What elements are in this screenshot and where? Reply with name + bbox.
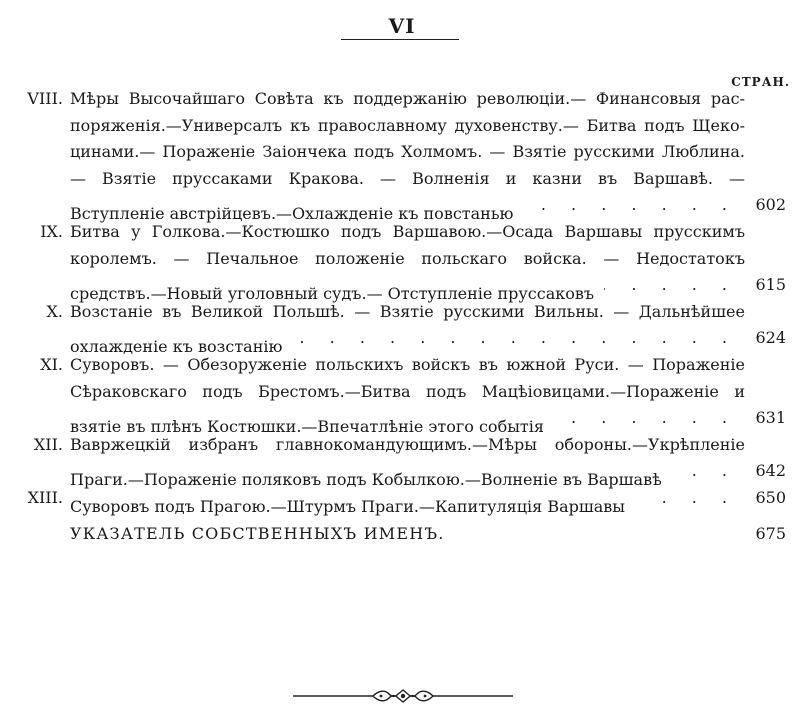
chapter-numeral: XI. [40, 354, 63, 374]
entry-line: поряженія.—Универсалъ къ православному духовенству.— Битва подъ Щеко- [70, 115, 745, 135]
entry-last-line [70, 192, 745, 223]
page-number: 624 [755, 328, 786, 348]
entry-line: Возстаніе въ Великой Польшѣ. — Взятіе русскими Вильны. — Дальнѣйшее [70, 301, 745, 321]
page-number: 650 [755, 487, 786, 507]
entry-line: Суворовъ подъ Прагою.—Штурмъ Праги.—Капитуляція Варшавы [70, 496, 626, 516]
entry-line: Праги.—Пораженіе поляковъ подъ Кобылкою.—Волненіе въ Варшавѣ [70, 469, 662, 489]
toc-entry-xi [0, 352, 804, 436]
entry-line: взятіе въ плѣнъ Костюшки.—Впечатлѣніе этого событія [70, 416, 544, 436]
entry-line: цинами.— Пораженіе Заіончека подъ Холмомъ. — Взятіе русскими Люблина. [70, 142, 745, 162]
entry-line: Вавржецкій избранъ главнокомандующимъ.—Мѣры обороны.—Укрѣпленіе [70, 434, 745, 454]
toc-entry-xii [0, 432, 804, 489]
entry-line: охлажденіе къ возстанію [70, 336, 283, 356]
page-number: 602 [755, 195, 786, 215]
dot-leader [672, 458, 737, 485]
entry-line: Суворовъ. — Обезоруженіе польскихъ войскъ въ южной Руси. — Пораженіе [70, 354, 745, 374]
toc-entry-x [0, 299, 804, 356]
entry-line: Сѣраковскаго подъ Брестомъ.—Битва подъ Мацѣіовицами.—Пораженіе и [70, 381, 745, 401]
dot-leader [635, 485, 737, 512]
dot-leader [523, 192, 737, 219]
page-number: 631 [755, 408, 786, 428]
entry-last-line [70, 485, 745, 516]
page-folio: VI [388, 14, 416, 38]
entry-last-line [70, 458, 745, 489]
page-number: 642 [755, 461, 786, 481]
dot-leader [554, 405, 737, 432]
dot-leader [292, 325, 737, 352]
entry-line: Мѣры Высочайшаго Совѣта къ поддержанію революціи.— Финансовыя рас- [70, 89, 745, 108]
chapter-numeral: IX. [40, 221, 63, 241]
chapter-numeral: VIII. [27, 89, 63, 108]
entry-last-line [70, 325, 745, 356]
folio-rule [341, 39, 459, 40]
chapter-numeral: XIII. [27, 487, 63, 507]
toc-entry-xiii [0, 485, 804, 516]
table-of-contents [0, 86, 804, 516]
ornament-divider [293, 686, 513, 706]
page-number: 615 [755, 275, 786, 295]
dot-leader [604, 272, 737, 299]
entry-line: Битва у Голкова.—Костюшко подъ Варшавою.—Осада Варшавы прусскимъ [70, 221, 745, 241]
page-number: 675 [755, 524, 786, 543]
entry-last-line [70, 405, 745, 436]
toc-entry-viii [0, 86, 804, 223]
page-column-label: СТРАН. [731, 75, 790, 89]
entry-line: королемъ. — Печальное положеніе польскаго войска. — Недостатокъ [70, 248, 745, 268]
entry-line: — Взятіе пруссаками Кракова. — Волненія и казни въ Варшавѣ. — [70, 168, 745, 188]
entry-last-line [70, 272, 745, 303]
index-title: УКАЗАТЕЛЬ СОБСТВЕННЫХЪ ИМЕНЪ. [70, 524, 445, 543]
toc-entry-ix [0, 219, 804, 303]
index-entry [0, 520, 804, 548]
chapter-numeral: XII. [33, 434, 63, 454]
entry-line: средствъ.—Новый уголовный судъ.— Отступленіе пруссаковъ [70, 283, 595, 303]
entry-line: Вступленіе австрійцевъ.—Охлажденіе къ повстанью [70, 203, 514, 223]
chapter-numeral: X. [46, 301, 63, 321]
